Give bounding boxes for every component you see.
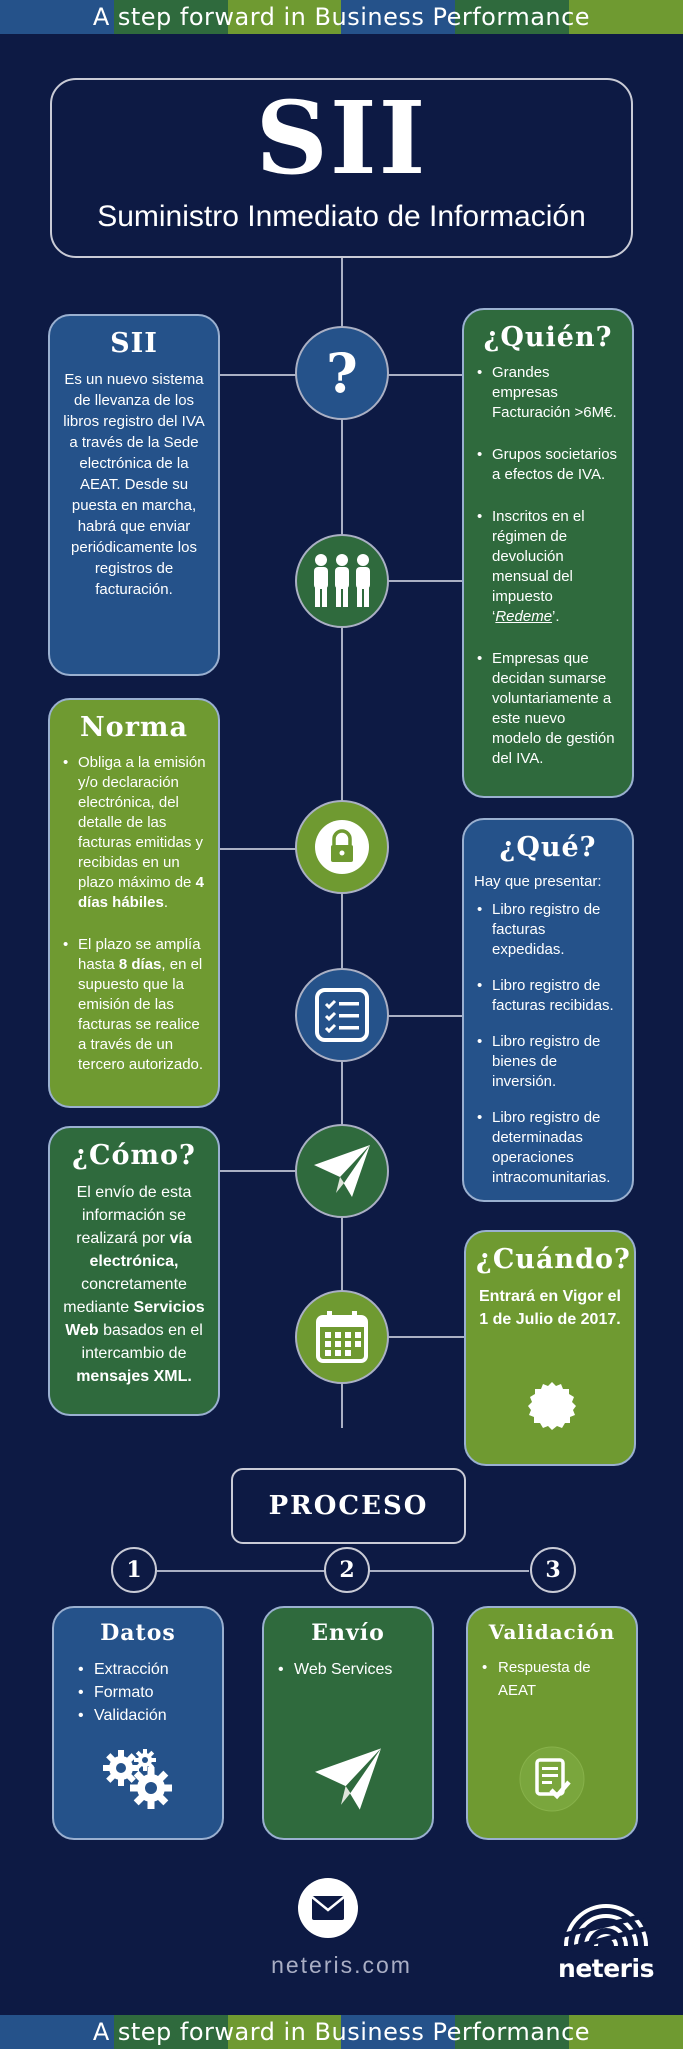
- envio-card: [262, 1606, 434, 1840]
- page-title: SII: [255, 79, 428, 197]
- list-item: • Libro registro de determinadas operaciones intracomunitarias.: [474, 1108, 622, 1188]
- question-icon: ?: [326, 341, 358, 405]
- calendar-icon: [314, 1309, 370, 1365]
- people-icon: [311, 552, 373, 610]
- que-lead: Hay que presentar:: [474, 873, 602, 890]
- lock-icon: [313, 818, 371, 876]
- paper-plane-icon: [312, 1143, 372, 1199]
- page-subtitle: Suministro Inmediato de Información: [97, 200, 586, 233]
- neteris-logo: [556, 1884, 656, 1984]
- gears-icon: [99, 1746, 177, 1812]
- cuando-card-body: Entrará en Vigor el 1 de Julio de 2017.: [479, 1288, 621, 1328]
- document-check-icon: [519, 1746, 585, 1812]
- proceso-title: PROCESO: [231, 1468, 466, 1544]
- validacion-title: Validación: [488, 1620, 616, 1644]
- como-card-title: ¿Cómo?: [72, 1140, 196, 1171]
- list-item: • El plazo se amplía hasta 8 días, en el supuesto que la emisión de las facturas se realice a través de un tercero autorizado.: [60, 935, 208, 1075]
- list-item: • Respuesta de AEAT: [476, 1656, 628, 1702]
- lock-circle: [295, 800, 389, 894]
- header-box: [50, 78, 633, 258]
- people-circle: [295, 534, 389, 628]
- paper-plane-icon: [312, 1746, 384, 1812]
- list-item: • Grupos societarios a efectos de IVA.: [474, 445, 618, 485]
- list-item: • Extracción: [72, 1658, 214, 1681]
- banner-text: A step forward in Business Performance: [92, 2018, 591, 2046]
- step-number: 1: [111, 1547, 157, 1593]
- datos-title: Datos: [100, 1620, 176, 1646]
- list-item: • Empresas que decidan sumarse voluntariamente a este nuevo modelo de gestión del IVA.: [474, 649, 618, 769]
- que-card: [462, 818, 634, 1202]
- como-card-body: El envío de esta información se realizará por vía electrónica, concretamente mediante Servicios Web basados en el intercambio de mensajes XML.: [63, 1184, 205, 1385]
- sii-card: [48, 314, 220, 676]
- bottom-banner: [0, 2015, 683, 2049]
- cuando-card-title: ¿Cuándo?: [476, 1244, 631, 1275]
- datos-card: [52, 1606, 224, 1840]
- list-item: • Web Services: [272, 1658, 424, 1681]
- quien-card: [462, 308, 634, 798]
- top-banner: [0, 0, 683, 34]
- sii-card-title: SII: [110, 328, 158, 359]
- step-number: 2: [324, 1547, 370, 1593]
- seal-icon: [524, 1380, 580, 1436]
- website-link[interactable]: neteris.com: [271, 1952, 412, 1978]
- list-item: • Validación: [72, 1704, 214, 1727]
- list-item: • Libro registro de facturas recibidas.: [474, 976, 622, 1016]
- neteris-logo-mark: [556, 1884, 656, 1956]
- envio-title: Envío: [311, 1620, 385, 1646]
- checklist-icon: [313, 986, 371, 1044]
- banner-text: A step forward in Business Performance: [92, 3, 591, 31]
- list-item: • Formato: [72, 1681, 214, 1704]
- send-circle: [295, 1124, 389, 1218]
- como-card: [48, 1126, 220, 1416]
- calendar-circle: [295, 1290, 389, 1384]
- list-item: • Obliga a la emisión y/o declaración electrónica, del detalle de las facturas emitidas y recibidas en un plazo máximo de 4 días hábiles.: [60, 753, 208, 913]
- que-card-title: ¿Qué?: [499, 832, 597, 863]
- list-item: • Libro registro de facturas expedidas.: [474, 900, 622, 960]
- question-circle: [295, 326, 389, 420]
- sii-card-body: Es un nuevo sistema de llevanza de los libros registro del IVA a través de la Sede electrónica de la AEAT. Desde su puesta en marcha, habrá que enviar periódicamente los registros de facturación.: [63, 371, 205, 598]
- list-item: • Inscritos en el régimen de devolución mensual del impuesto ‘Redeme’.: [474, 507, 618, 627]
- neteris-wordmark: neteris: [558, 1954, 654, 1983]
- list-item: • Libro registro de bienes de inversión.: [474, 1032, 622, 1092]
- norma-card-title: Norma: [80, 712, 188, 743]
- step-number: 3: [530, 1547, 576, 1593]
- validacion-card: [466, 1606, 638, 1840]
- checklist-circle: [295, 968, 389, 1062]
- cuando-card: [464, 1230, 636, 1466]
- envelope-icon: [311, 1895, 345, 1921]
- quien-card-title: ¿Quién?: [483, 322, 613, 353]
- redeme-link: Redeme: [495, 608, 553, 625]
- norma-card: [48, 698, 220, 1108]
- mail-button[interactable]: [298, 1878, 358, 1938]
- list-item: • Grandes empresas Facturación >6M€.: [474, 363, 618, 423]
